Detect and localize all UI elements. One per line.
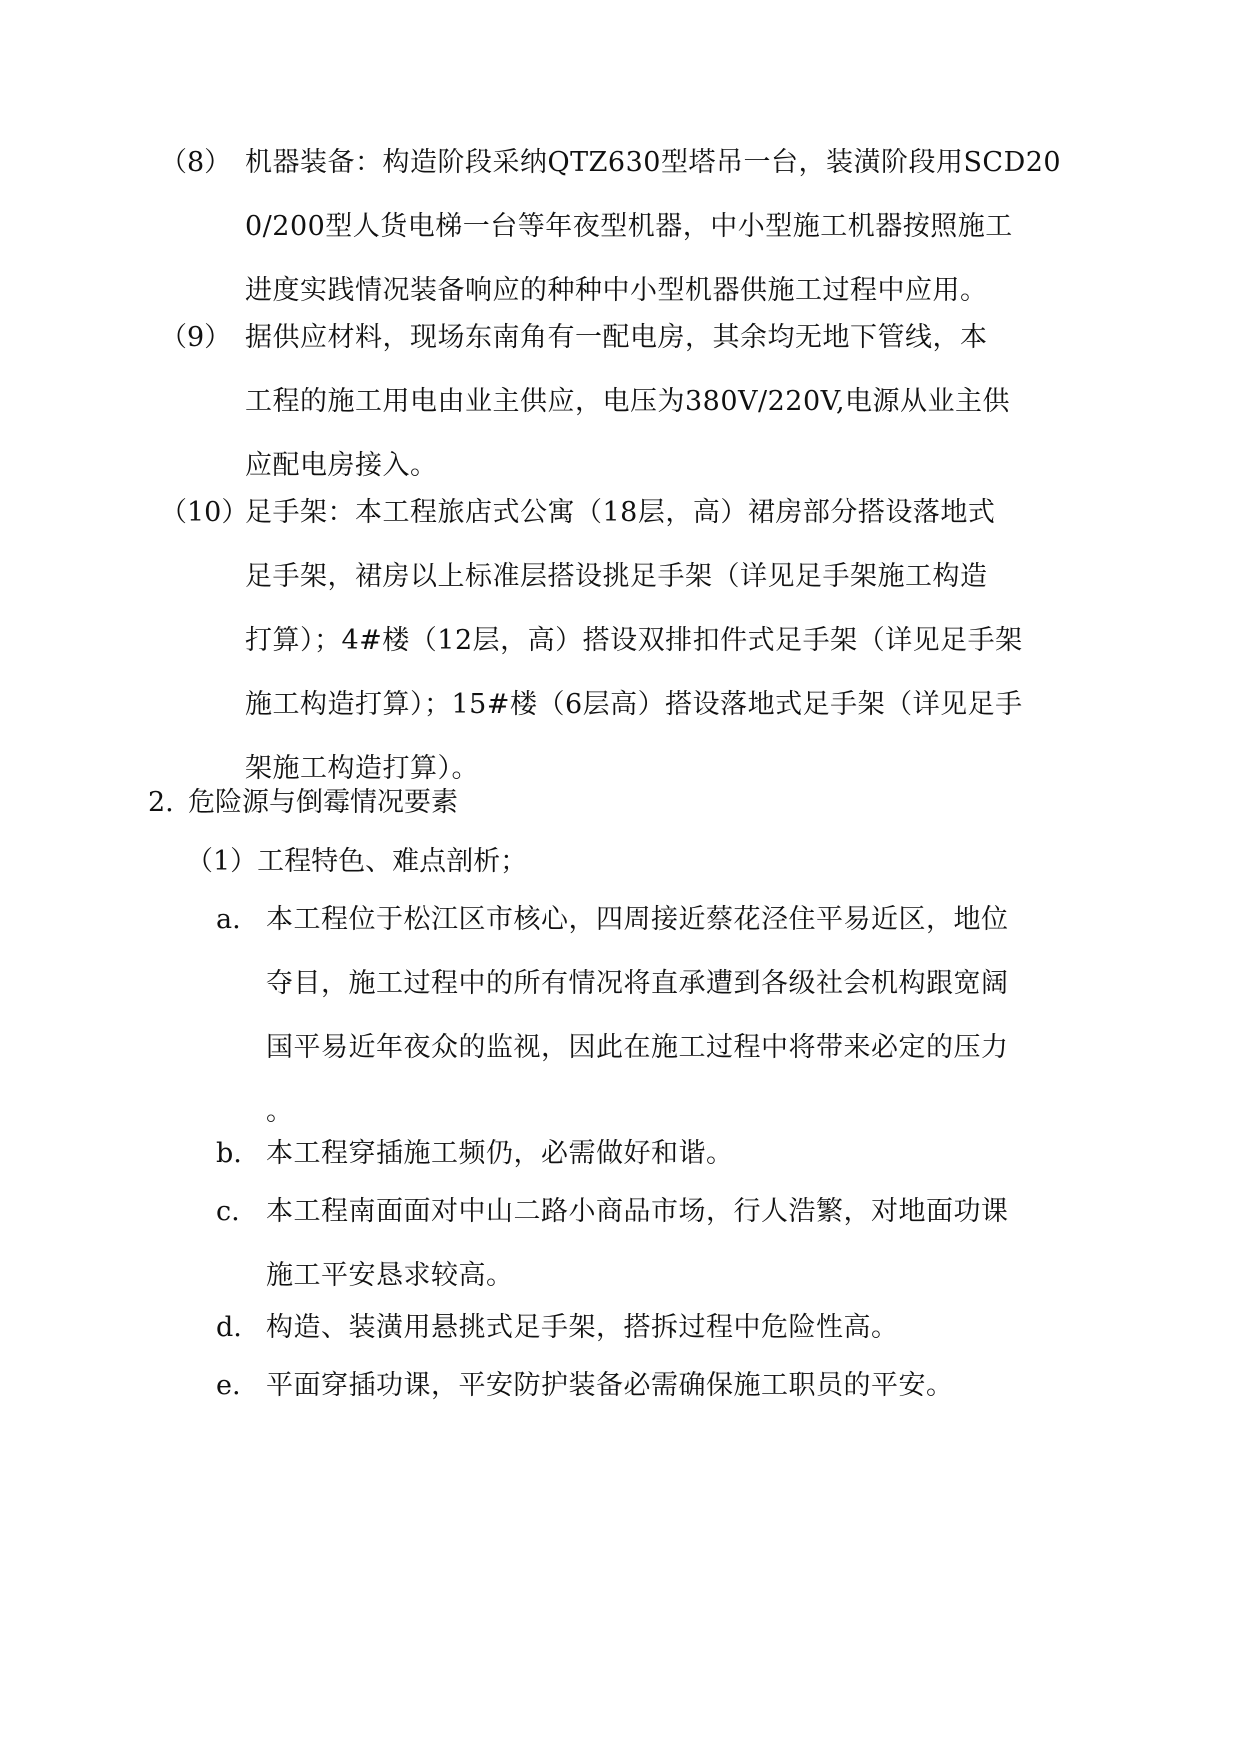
item-text <box>245 306 1010 498</box>
point-text <box>266 1354 954 1418</box>
point-label: c. <box>216 1196 240 1227</box>
text-line: 。 <box>266 1096 294 1127</box>
text-line: 施工平安恳求较高。 <box>266 1260 514 1291</box>
text-line: 构造、装潢用悬挑式足手架，搭拆过程中危险性高。 <box>266 1312 899 1343</box>
point-label: d. <box>216 1312 242 1343</box>
subsection-title: （1）工程特色、难点剖析； <box>186 846 528 877</box>
text-line: 本工程穿插施工频仍，必需做好和谐。 <box>266 1138 734 1169</box>
item-number: （9） <box>160 322 232 353</box>
text-line: 国平易近年夜众的监视，因此在施工过程中将带来必定的压力 <box>266 1032 1009 1063</box>
text-line: 本工程南面面对中山二路小商品市场，行人浩繁，对地面功课 <box>266 1196 1009 1227</box>
item-number: （10） <box>160 497 249 528</box>
text-line: 架施工构造打算）。 <box>245 753 479 784</box>
section-number: 2. <box>148 787 174 818</box>
text-line: 夺目，施工过程中的所有情况将直承遭到各级社会机构跟宽阔 <box>266 968 1009 999</box>
item-text <box>245 131 1061 323</box>
point-label: e. <box>216 1370 241 1401</box>
text-line: 机器装备：构造阶段采纳QTZ630型塔吊一台，装潢阶段用SCD20 <box>245 147 1062 178</box>
point-text <box>266 1180 1009 1308</box>
point-text <box>266 888 1009 1144</box>
text-line: 足手架：本工程旅店式公寓（18层，高）裙房部分搭设落地式 <box>245 497 996 528</box>
text-line: 0/200型人货电梯一台等年夜型机器，中小型施工机器按照施工 <box>245 211 1013 242</box>
text-line: 应配电房接入。 <box>245 450 438 481</box>
text-line: 进度实践情况装备响应的种种中小型机器供施工过程中应用。 <box>245 275 988 306</box>
text-line: 工程的施工用电由业主供应，电压为380V/220V,电源从业主供 <box>245 386 1011 417</box>
section-title: 危险源与倒霉情况要素 <box>188 787 458 818</box>
text-line: 据供应材料，现场东南角有一配电房，其余均无地下管线，本 <box>245 322 988 353</box>
text-line: 打算）；4#楼（12层，高）搭设双排扣件式足手架（详见足手架 <box>245 625 1023 656</box>
point-label: a. <box>216 904 241 935</box>
point-text <box>266 1122 734 1186</box>
point-label: b. <box>216 1138 242 1169</box>
item-number: （8） <box>160 147 232 178</box>
item-text <box>245 481 1023 801</box>
text-line: 足手架，裙房以上标准层搭设挑足手架（详见足手架施工构造 <box>245 561 988 592</box>
point-text <box>266 1296 899 1360</box>
text-line: 平面穿插功课，平安防护装备必需确保施工职员的平安。 <box>266 1370 954 1401</box>
text-line: 本工程位于松江区市核心，四周接近蔡花泾住平易近区，地位 <box>266 904 1009 935</box>
text-line: 施工构造打算）；15#楼（6层高）搭设落地式足手架（详见足手 <box>245 689 1023 720</box>
